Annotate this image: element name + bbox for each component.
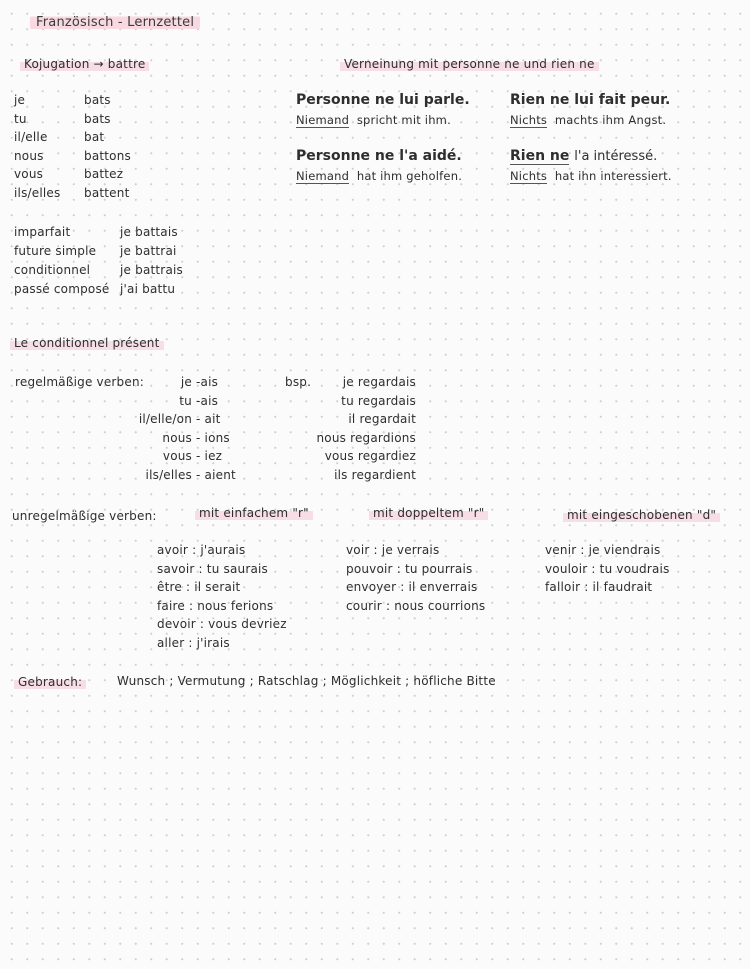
irregular-verb-entry: falloir : il faudrait <box>545 580 653 594</box>
neg-example-3-de: Nichts machts ihm Angst. <box>510 113 667 127</box>
bsp-label: bsp. <box>285 375 312 389</box>
neg-example-2-fr: Personne ne l'a aidé. <box>296 148 462 164</box>
conjugation-pronoun: il/elle <box>14 130 48 144</box>
neg-example-4-fr: Rien ne l'a intéressé. <box>510 148 658 164</box>
tense-name: imparfait <box>14 225 71 239</box>
tense-form: je battrai <box>120 244 177 258</box>
ending-pronoun: il/elle/on <box>138 412 192 426</box>
conjugation-form: battent <box>84 185 130 200</box>
irregular-verb-entry: faire : nous ferions <box>157 598 274 613</box>
irregular-verb-entry: vouloir : tu voudrais <box>545 561 670 576</box>
irregular-verb-entry: courir : nous courrions <box>346 598 486 613</box>
conjugation-pronoun: tu <box>14 111 27 126</box>
example-form: tu regardais <box>341 393 416 408</box>
example-form: je regardais <box>342 375 416 389</box>
tense-form: je battrais <box>120 263 183 277</box>
ending-suffix: -ais <box>196 393 219 408</box>
irregular-verbs-label: unregelmäßige verben: <box>12 509 157 523</box>
ending-suffix: - ions <box>196 430 230 445</box>
conjugation-form: bats <box>84 93 111 107</box>
ending-pronoun: vous <box>162 449 192 463</box>
verneinung-header: Verneinung mit personne ne und rien ne <box>340 56 599 72</box>
conjugation-form: battons <box>84 148 131 163</box>
tense-name: future simple <box>14 244 97 258</box>
tense-form: je battais <box>120 225 178 239</box>
irregular-verb-entry: devoir : vous devriez <box>157 617 287 631</box>
conditionnel-header: Le conditionnel présent <box>10 335 164 351</box>
page-title: Französisch - Lernzettel <box>30 15 200 31</box>
ending-pronoun: ils/elles <box>145 467 192 482</box>
irregular-verb-entry: être : il serait <box>157 580 241 594</box>
ending-pronoun: nous <box>162 430 192 445</box>
neg-example-2-de: Niemand hat ihm geholfen. <box>296 169 463 183</box>
example-form: nous regardions <box>316 430 416 445</box>
column-header-eingeschoben: mit eingeschobenen "d" <box>563 507 720 523</box>
column-header-einfach: mit einfachem "r" <box>195 505 313 521</box>
tense-form: j'ai battu <box>120 282 176 296</box>
konjugation-header: Kojugation → battre <box>20 56 149 72</box>
tense-name: passé composé <box>14 282 110 296</box>
conjugation-form: bat <box>84 130 105 144</box>
example-form: il regardait <box>348 412 416 426</box>
ending-suffix: - iez <box>196 449 223 463</box>
conjugation-pronoun: ils/elles <box>14 185 61 200</box>
gebrauch-text: Wunsch ; Vermutung ; Ratschlag ; Möglichkeit ; höfliche Bitte <box>117 674 496 688</box>
conjugation-pronoun: nous <box>14 148 44 163</box>
conjugation-form: bats <box>84 111 111 126</box>
conjugation-pronoun: je <box>14 93 26 107</box>
gebrauch-label: Gebrauch: <box>14 674 86 690</box>
example-form: vous regardiez <box>324 449 416 463</box>
conjugation-form: battez <box>84 167 124 181</box>
irregular-verb-entry: pouvoir : tu pourrais <box>346 561 473 576</box>
ending-suffix: - ait <box>196 412 221 426</box>
irregular-verb-entry: venir : je viendrais <box>545 543 661 557</box>
tense-name: conditionnel <box>14 263 91 277</box>
irregular-verb-entry: avoir : j'aurais <box>157 543 246 557</box>
neg-example-1-de: Niemand spricht mit ihm. <box>296 113 451 127</box>
ending-pronoun: tu <box>179 393 192 408</box>
irregular-verb-entry: voir : je verrais <box>346 543 440 557</box>
neg-example-4-de: Nichts hat ihn interessiert. <box>510 169 672 183</box>
irregular-verb-entry: aller : j'irais <box>157 635 230 650</box>
ending-suffix: - aient <box>196 467 236 482</box>
column-header-doppelt: mit doppeltem "r" <box>369 505 488 521</box>
irregular-verb-entry: savoir : tu saurais <box>157 561 268 576</box>
example-form: ils regardient <box>334 467 416 482</box>
regular-verbs-label: regelmäßige verben: <box>15 375 145 389</box>
ending-suffix: -ais <box>196 375 219 389</box>
conjugation-pronoun: vous <box>14 167 44 181</box>
neg-example-3-fr: Rien ne lui fait peur. <box>510 92 671 108</box>
neg-example-1-fr: Personne ne lui parle. <box>296 92 470 108</box>
irregular-verb-entry: envoyer : il enverrais <box>346 580 478 594</box>
ending-pronoun: je <box>180 375 192 389</box>
